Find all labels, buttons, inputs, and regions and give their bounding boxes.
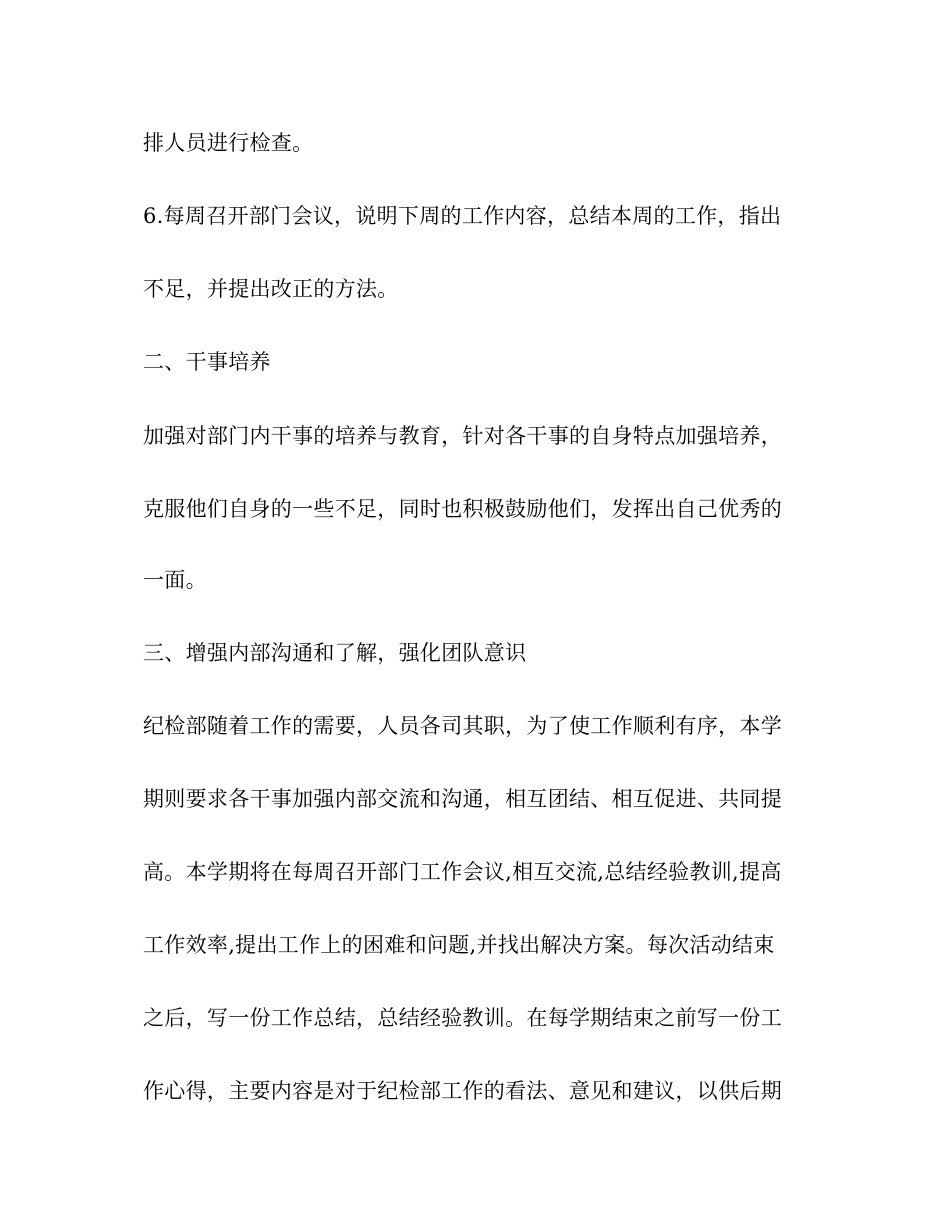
text-line: 纪检部随着工作的需要，人员各司其职，为了使工作顺利有序，本学 xyxy=(143,714,782,738)
text-line: 高。本学期将在每周召开部门工作会议,相互交流,总结经验教训,提高 xyxy=(143,860,782,884)
list-item-6: 6.每周召开部门会议，说明下周的工作内容，总结本周的工作，指出 xyxy=(143,204,782,228)
text-line: 不足，并提出改正的方法。 xyxy=(143,277,399,301)
text-line: 作心得，主要内容是对于纪检部工作的看法、意见和建议，以供后期 xyxy=(143,1079,782,1103)
text-line: 克服他们自身的一些不足，同时也积极鼓励他们，发挥出自己优秀的 xyxy=(143,497,782,521)
section-heading-2: 二、干事培养 xyxy=(143,350,271,374)
text-line-continuation: 排人员进行检查。 xyxy=(143,131,314,155)
text-line: 工作效率,提出工作上的困难和问题,并找出解决方案。每次活动结束 xyxy=(143,933,775,957)
text-line: 加强对部门内干事的培养与教育，针对各干事的自身特点加强培养， xyxy=(143,424,782,448)
text-line: 期则要求各干事加强内部交流和沟通，相互团结、相互促进、共同提 xyxy=(143,787,782,811)
text-line: 一面。 xyxy=(143,568,207,592)
text-line: 之后，写一份工作总结，总结经验教训。在每学期结束之前写一份工 xyxy=(143,1006,782,1030)
section-heading-3: 三、增强内部沟通和了解，强化团队意识 xyxy=(143,641,527,665)
